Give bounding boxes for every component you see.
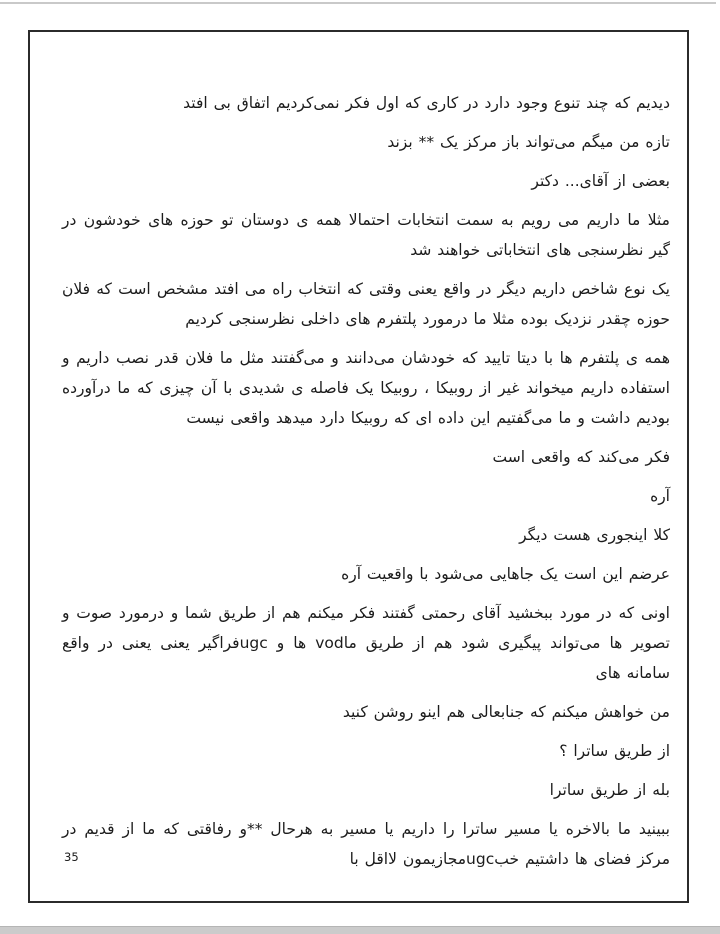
transcript-paragraph: فکر می‌کند که واقعی است (492, 448, 670, 466)
page-top-divider (0, 2, 716, 4)
transcript-paragraph: از طریق ساترا ؟ (559, 742, 670, 760)
transcript-paragraph: بعضی از آقای... دکتر (531, 172, 670, 190)
transcript-paragraph: بله از طریق ساترا (549, 781, 670, 799)
transcript-paragraph: مثلا ما داریم می رویم به سمت انتخابات احتمالا همه ی دوستان تو حوزه های خودشون در گیر نظرسنجی های انتخاباتی خواهند شد (62, 211, 670, 259)
transcript-paragraph: تازه من میگم می‌تواند باز مرکز یک ** بزند (387, 133, 670, 151)
page-text-content (30, 32, 687, 883)
transcript-paragraph: من خواهش میکنم که جنابعالی هم اینو روشن کنید (342, 703, 670, 721)
transcript-paragraph: ببینید ما بالاخره یا مسیر ساترا را داریم یا مسیر به هرحال **و رفاقتی که ما از قدیم در مرکز فضای ها داشتیم خبugcمجازیمون لااقل با (62, 820, 670, 868)
transcript-paragraph: عرضم این است یک جاهایی می‌شود با واقعیت آره (341, 565, 670, 583)
page-number: 35 (64, 850, 79, 864)
transcript-paragraph: آره (650, 487, 670, 505)
transcript-paragraph: همه ی پلتفرم ها با دیتا تایید که خودشان می‌دانند و می‌گفتند مثل ما فلان قدر نصب داریم و استفاده داریم میخواند غیر از روبیکا ، روبیکا یک فاصله ی شدیدی با آن چیزی که ما درآورده بودیم داشت و ما می‌گفتیم این داده ای که روبیکا دارد میدهد واقعی نیست (62, 349, 670, 427)
next-page-gap (0, 926, 720, 934)
transcript-paragraph: یک نوع شاخص داریم دیگر در واقع یعنی وقتی که انتخاب راه می افتد مشخص است که فلان حوزه چقدر نزدیک بوده مثلا ما درمورد پلتفرم های داخلی نظرسنجی کردیم (62, 280, 670, 328)
transcript-paragraph: کلا اینجوری هست دیگر (519, 526, 670, 544)
transcript-paragraph: اونی که در مورد ببخشید آقای رحمتی گفتند فکر میکنم هم از طریق شما و درمورد صوت و تصویر ها می‌تواند پیگیری شود هم از طریق ماvod ها و ugcفراگیر یعنی یعنی در واقع سامانه های (62, 604, 670, 682)
document-page (28, 30, 689, 903)
transcript-paragraph: دیدیم که چند تنوع وجود دارد در کاری که اول فکر نمی‌کردیم اتفاق بی افتد (183, 94, 670, 112)
